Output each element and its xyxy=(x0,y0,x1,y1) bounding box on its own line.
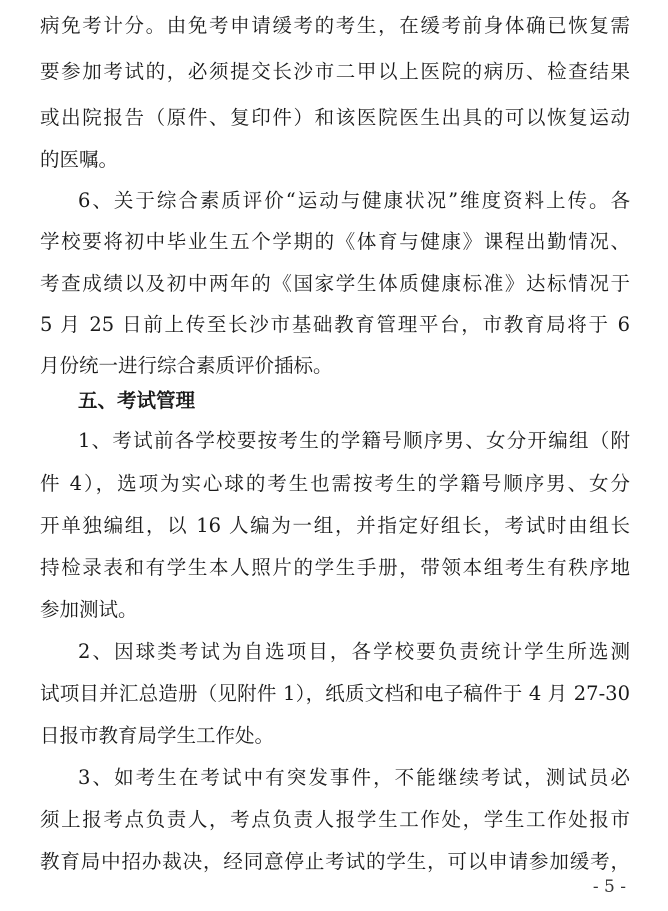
text-line: 的医嘱。 xyxy=(40,148,119,171)
text-line: 2、因球类考试为自选项目，各学校要负责统计学生所选测 xyxy=(78,640,630,663)
text-line: 参加测试。 xyxy=(40,598,138,621)
text-line: 考查成绩以及初中两年的《国家学生体质健康标准》达标情况于 xyxy=(40,272,630,295)
text-line: 开单独编组，以 16 人编为一组，并指定好组长，考试时由组长 xyxy=(40,514,630,537)
text-line: 或出院报告（原件、复印件）和该医院医生出具的可以恢复运动 xyxy=(40,106,630,129)
text-line: 月份统一进行综合素质评价插标。 xyxy=(40,354,333,377)
section-heading: 五、考试管理 xyxy=(78,389,196,412)
text-line: 学校要将初中毕业生五个学期的《体育与健康》课程出勤情况、 xyxy=(40,230,630,253)
text-line: 5 月 25 日前上传至长沙市基础教育管理平台，市教育局将于 6 xyxy=(40,313,630,336)
page-number: - 5 - xyxy=(592,877,626,897)
text-line: 教育局中招办裁决，经同意停止考试的学生，可以申请参加缓考， xyxy=(40,850,630,873)
text-line: 病免考计分。由免考申请缓考的考生，在缓考前身体确已恢复需 xyxy=(40,14,630,37)
text-line: 3、如考生在考试中有突发事件，不能继续考试，测试员必 xyxy=(78,766,630,789)
text-line: 要参加考试的，必须提交长沙市二甲以上医院的病历、检查结果 xyxy=(40,60,630,83)
text-line: 须上报考点负责人，考点负责人报学生工作处，学生工作处报市 xyxy=(40,808,630,831)
text-line: 件 4），选项为实心球的考生也需按考生的学籍号顺序男、女分 xyxy=(40,472,630,495)
text-line: 1、考试前各学校要按考生的学籍号顺序男、女分开编组（附 xyxy=(78,429,630,452)
text-line: 6、关于综合素质评价“运动与健康状况”维度资料上传。各 xyxy=(78,189,630,212)
text-line: 日报市教育局学生工作处。 xyxy=(40,724,275,747)
text-line: 试项目并汇总造册（见附件 1），纸质文档和电子稿件于 4 月 27-30 xyxy=(40,682,630,705)
text-line: 持检录表和有学生本人照片的学生手册，带领本组考生有秩序地 xyxy=(40,556,630,579)
